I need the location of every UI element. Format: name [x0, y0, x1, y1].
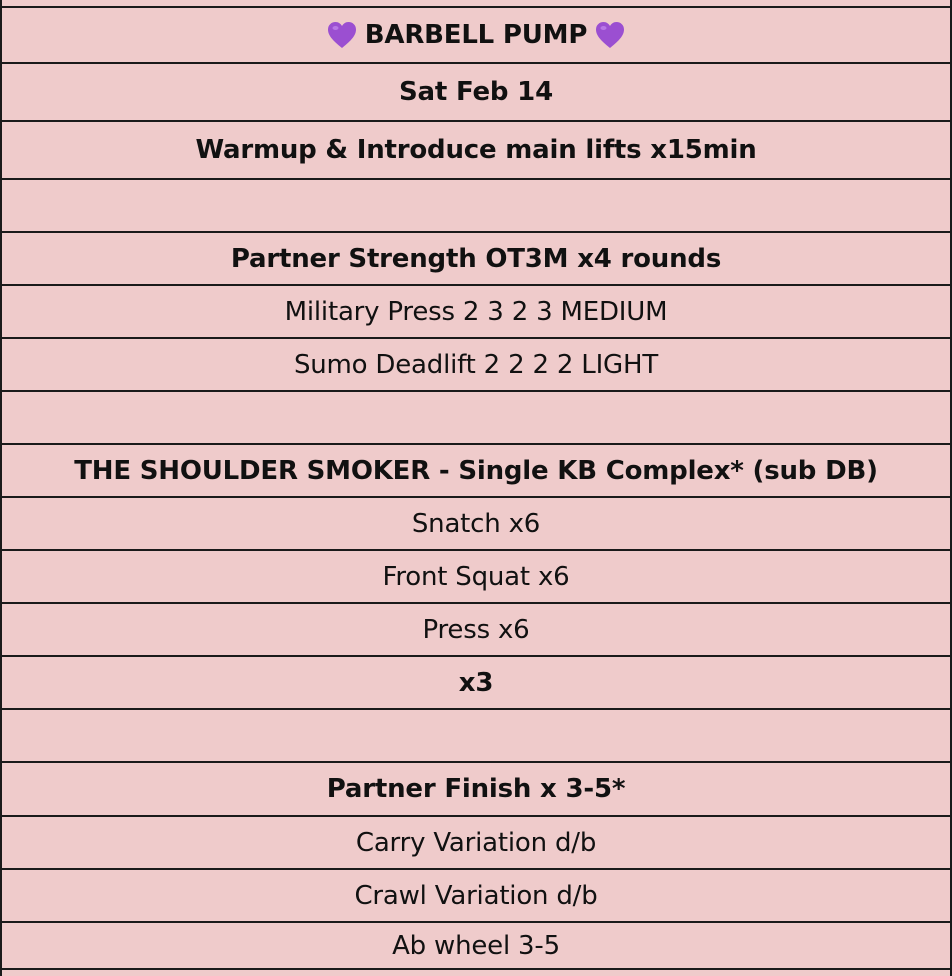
warmup-row	[2, 120, 950, 178]
exercise-row	[2, 337, 950, 390]
row-text: x3	[458, 667, 494, 698]
row-text: Snatch x6	[411, 508, 541, 539]
exercise-row	[2, 496, 950, 549]
exercise-row	[2, 868, 950, 921]
purple-heart-icon	[595, 21, 625, 49]
spacer-row	[2, 708, 950, 761]
page-title: BARBELL PUMP	[364, 20, 588, 50]
table-bottom-border	[2, 968, 950, 970]
title-row	[2, 6, 950, 62]
row-text: Crawl Variation d/b	[354, 880, 598, 911]
row-text: Partner Strength OT3M x4 rounds	[230, 243, 722, 274]
row-text: Partner Finish x 3-5*	[326, 774, 626, 804]
exercise-row	[2, 549, 950, 602]
spacer-row	[2, 178, 950, 231]
row-text: Press x6	[422, 614, 530, 645]
title-wrap	[327, 20, 625, 50]
row-text: Front Squat x6	[382, 561, 570, 592]
date-row	[2, 62, 950, 120]
spacer-row	[2, 390, 950, 443]
section-header-row	[2, 443, 950, 496]
row-text: Warmup & Introduce main lifts x15min	[195, 135, 757, 165]
row-text: Ab wheel 3-5	[392, 930, 560, 961]
section-header-row	[2, 231, 950, 284]
exercise-row	[2, 921, 950, 968]
row-text: THE SHOULDER SMOKER - Single KB Complex* (sub DB)	[74, 455, 878, 486]
exercise-row	[2, 284, 950, 337]
section-header-row	[2, 761, 950, 815]
row-text: Military Press 2 3 2 3 MEDIUM	[284, 296, 668, 327]
exercise-row	[2, 815, 950, 868]
row-text: Carry Variation d/b	[355, 827, 597, 858]
purple-heart-icon	[327, 21, 357, 49]
row-text: Sumo Deadlift 2 2 2 2 LIGHT	[293, 349, 659, 380]
row-text: Sat Feb 14	[399, 77, 553, 107]
rounds-row	[2, 655, 950, 708]
exercise-row	[2, 602, 950, 655]
